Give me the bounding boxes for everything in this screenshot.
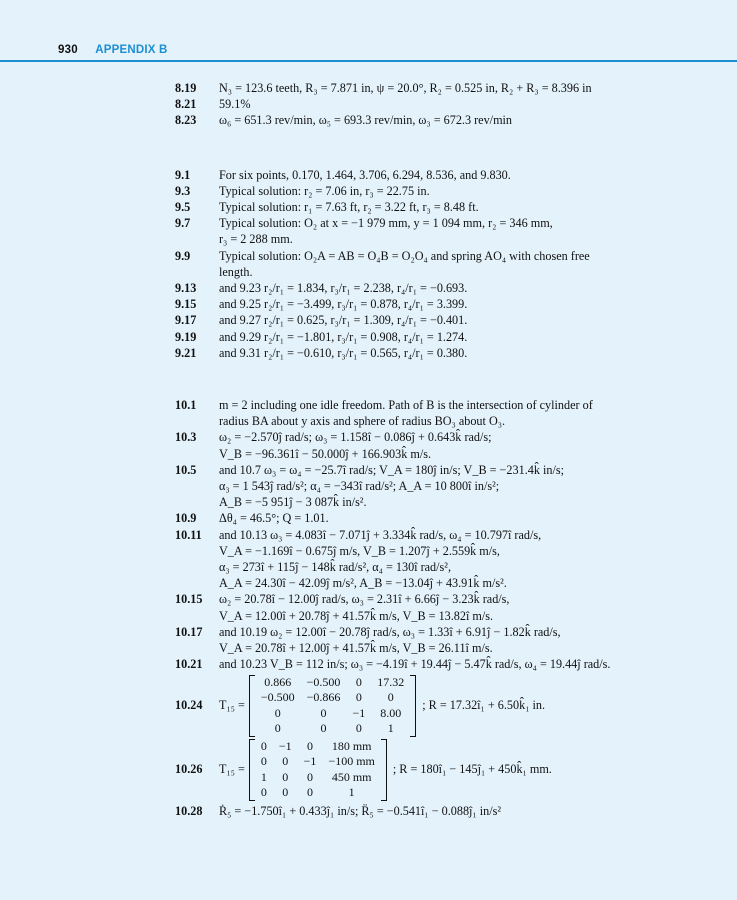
answer-text: V_A = 12.00î + 20.78ĵ + 41.57k̂ m/s, V_B = 13.82î m/s. xyxy=(219,608,494,623)
answer-row xyxy=(175,329,655,345)
answer-number: 10.3 xyxy=(175,430,197,445)
answer-row xyxy=(175,543,655,559)
matrix-label: T₁₅ = xyxy=(219,762,245,776)
answer-text: Typical solution: r₁ = 7.63 ft, r₂ = 3.22 ft, r₃ = 8.48 ft. xyxy=(219,200,479,215)
header-rule xyxy=(0,60,737,62)
matrix-cell: 0 xyxy=(307,738,314,753)
answer-text: Typical solution: O₂A = AB = O₄B = O₂O₄ and spring AO₄ with chosen free xyxy=(219,248,590,263)
answer-row xyxy=(175,231,655,247)
answer-row xyxy=(175,478,655,494)
matrix-cell: 0.866 xyxy=(264,674,292,689)
answer-text: V_A = −1.169î − 0.675ĵ m/s, V_B = 1.207ĵ + 2.559k̂ m/s, xyxy=(219,543,500,558)
matrix-cell: 0 xyxy=(307,785,314,799)
answer-text: ω₂ = 20.78î − 12.00ĵ rad/s, ω₃ = 2.31î + 6.66ĵ − 3.23k̂ rad/s, xyxy=(219,592,510,607)
matrix-row xyxy=(255,706,410,722)
answer-row xyxy=(175,446,655,462)
answer-text: and 9.27 r₂/r₁ = 0.625, r₃/r₁ = 1.309, r₄/r₁ = −0.401. xyxy=(219,313,468,328)
page-number: 930 xyxy=(58,44,78,56)
answer-text: length. xyxy=(219,264,253,279)
matrix-cell: 8.00 xyxy=(380,705,402,720)
matrix-cell: 17.32 xyxy=(377,674,405,689)
answer-number: 9.17 xyxy=(175,313,197,328)
answer-row xyxy=(175,167,655,183)
answer-text: and 10.13 ω₃ = 4.083î − 7.071ĵ + 3.334k̂ rad/s, ω₄ = 10.797î rad/s, xyxy=(219,527,542,542)
matrix-cell: 0 xyxy=(260,754,267,768)
answer-text: N₃ = 123.6 teeth, R₃ = 7.871 in, ψ = 20.0°, R₂ = 0.525 in, R₂ + R₃ = 8.396 in xyxy=(219,81,592,95)
answer-text: and 9.25 r₂/r₁ = −3.499, r₃/r₁ = 0.878, r₄/r₁ = 3.399. xyxy=(219,297,468,312)
matrix-cell: 0 xyxy=(282,785,289,799)
answer-10-28 xyxy=(175,803,655,819)
answers-list xyxy=(175,80,655,819)
answer-number: 10.21 xyxy=(175,657,203,672)
answer-number: 9.3 xyxy=(175,183,191,198)
answer-text: Ṙ₅ = −1.750î₁ + 0.433ĵ₁ in/s; R̈₅ = −0.541î₁ − 0.088ĵ₁ in/s² xyxy=(219,803,501,818)
answer-row xyxy=(175,559,655,575)
answer-text: radius BA about y axis and sphere of radius BO₃ about O₃. xyxy=(219,414,506,429)
answer-row xyxy=(175,429,655,445)
matrix-cell: 1 xyxy=(387,721,394,735)
answer-row xyxy=(175,591,655,607)
matrix-row xyxy=(255,739,381,755)
answer-number: 10.17 xyxy=(175,624,203,639)
answer-row xyxy=(175,510,655,526)
answers-chapter-10 xyxy=(175,397,655,672)
answer-text: α₃ = 1 543ĵ rad/s²; α₄ = −343î rad/s²; A_A = 10 800î in/s²; xyxy=(219,479,500,494)
matrix-cell: 0 xyxy=(274,721,281,735)
matrix-cell: −1 xyxy=(278,738,292,753)
matrix-cell: 0 xyxy=(355,674,362,689)
answer-number: 10.5 xyxy=(175,462,197,477)
matrix-row xyxy=(255,675,410,691)
answer-row xyxy=(175,413,655,429)
transform-matrix xyxy=(249,739,387,801)
answer-number: 9.1 xyxy=(175,167,191,182)
matrix-cell: 0 xyxy=(355,690,362,704)
matrix-cell: 0 xyxy=(282,769,289,784)
answer-text: and 9.31 r₂/r₁ = −0.610, r₃/r₁ = 0.565, r₄/r₁ = 0.380. xyxy=(219,345,468,360)
answer-number: 10.28 xyxy=(175,803,203,818)
answer-number: 10.9 xyxy=(175,511,197,526)
answer-row xyxy=(175,215,655,231)
matrix-cell: 0 xyxy=(320,705,327,720)
answer-row xyxy=(175,345,655,361)
answer-number: 8.23 xyxy=(175,113,197,128)
answer-number xyxy=(175,559,219,575)
answer-number: 9.13 xyxy=(175,281,197,296)
answer-row xyxy=(175,199,655,215)
answer-10-26 xyxy=(175,739,655,801)
matrix-row xyxy=(255,721,410,737)
answer-text: and 10.7 ω₃ = ω₄ = −25.7î rad/s; V_A = 180ĵ in/s; V_B = −231.4k̂ in/s; xyxy=(219,462,564,477)
answer-row xyxy=(175,183,655,199)
spacer xyxy=(175,129,655,167)
answer-row xyxy=(175,264,655,280)
answer-number xyxy=(175,446,219,462)
answer-row xyxy=(175,608,655,624)
answer-row xyxy=(175,397,655,413)
answer-row xyxy=(175,494,655,510)
answer-text: α₃ = 273î + 115ĵ − 148k̂ rad/s², α₄ = 130î rad/s², xyxy=(219,560,451,575)
answer-text: r₃ = 2 288 mm. xyxy=(219,232,293,247)
matrix-result: ; R = 180î₁ − 145ĵ₁ + 450k̂₁ mm. xyxy=(392,762,552,776)
answer-number: 10.26 xyxy=(175,762,203,776)
answer-text: ω₆ = 651.3 rev/min, ω₅ = 693.3 rev/min, ω₃ = 672.3 rev/min xyxy=(219,113,513,128)
answer-text: A_A = 24.30î − 42.09ĵ m/s², A_B = −13.04ĵ + 43.91k̂ m/s². xyxy=(219,576,507,591)
section-title: APPENDIX B xyxy=(95,44,168,56)
answers-chapter-9 xyxy=(175,167,655,361)
answer-text: V_B = −96.361î − 50.000ĵ + 166.903k̂ m/s. xyxy=(219,446,432,461)
matrix-cell: 0 xyxy=(387,690,394,704)
answer-text: and 9.23 r₂/r₁ = 1.834, r₃/r₁ = 2.238, r₄/r₁ = −0.693. xyxy=(219,281,468,296)
answer-number xyxy=(175,608,219,624)
answer-number: 9.5 xyxy=(175,200,191,215)
running-header xyxy=(58,44,168,56)
answer-number: 9.15 xyxy=(175,297,197,312)
answer-number: 10.1 xyxy=(175,398,197,413)
answer-row xyxy=(175,575,655,591)
answer-row xyxy=(175,624,655,640)
answer-number: 10.11 xyxy=(175,527,202,542)
answer-text: and 10.19 ω₂ = 12.00î − 20.78ĵ rad/s, ω₃ = 1.33î + 6.91ĵ − 1.82k̂ rad/s, xyxy=(219,624,561,639)
answer-text: V_A = 20.78î + 12.00ĵ + 41.57k̂ m/s, V_B = 26.11î m/s. xyxy=(219,641,493,656)
answer-row xyxy=(175,462,655,478)
matrix-cell: 450 mm xyxy=(331,769,372,784)
transform-matrix xyxy=(249,675,416,737)
matrix-row xyxy=(255,770,381,786)
matrix-cell: −0.866 xyxy=(306,690,341,704)
answer-text: and 10.23 V_B = 112 in/s; ω₃ = −4.19î + 19.44ĵ − 5.47k̂ rad/s, ω₄ = 19.44ĵ rad/s. xyxy=(219,657,611,672)
matrix-result: ; R = 17.32î₁ + 6.50k̂₁ in. xyxy=(422,698,546,712)
matrix-cell: 1 xyxy=(260,769,267,784)
answer-row xyxy=(175,656,655,672)
matrix-cell: −0.500 xyxy=(306,674,341,689)
answer-row xyxy=(175,296,655,312)
answer-text: Δθ₄ = 46.5°; Q = 1.01. xyxy=(219,511,329,526)
answer-number xyxy=(175,494,219,510)
answer-number: 9.19 xyxy=(175,329,197,344)
matrix-label: T₁₅ = xyxy=(219,698,245,712)
answer-text: For six points, 0.170, 1.464, 3.706, 6.294, 8.536, and 9.830. xyxy=(219,167,511,182)
answer-text: Typical solution: O₂ at x = −1 979 mm, y = 1 094 mm, r₂ = 346 mm, xyxy=(219,216,553,231)
answer-row xyxy=(175,527,655,543)
matrix-cell: 0 xyxy=(260,738,267,753)
matrix-cell: 0 xyxy=(274,705,281,720)
answer-number xyxy=(175,640,219,656)
answer-number: 8.21 xyxy=(175,97,197,112)
matrix-cell: 0 xyxy=(355,721,362,735)
matrix-cell: 0 xyxy=(282,754,289,768)
answer-number xyxy=(175,478,219,494)
answer-row xyxy=(175,96,655,112)
matrix-cell: 0 xyxy=(307,769,314,784)
answer-row xyxy=(175,248,655,264)
answer-number xyxy=(175,413,219,429)
answer-number xyxy=(175,231,219,247)
answer-number: 8.19 xyxy=(175,81,197,95)
answer-row xyxy=(175,280,655,296)
answer-number xyxy=(175,543,219,559)
spacer xyxy=(175,361,655,397)
answer-row xyxy=(175,640,655,656)
matrix-cell: 0 xyxy=(320,721,327,735)
matrix-cell: 0 xyxy=(260,785,267,799)
answer-number xyxy=(175,575,219,591)
answer-row xyxy=(175,112,655,128)
answer-text: ω₂ = −2.570ĵ rad/s; ω₃ = 1.158î − 0.086ĵ + 0.643k̂ rad/s; xyxy=(219,430,492,445)
answer-number: 9.21 xyxy=(175,345,197,360)
matrix-cell: −1 xyxy=(303,754,317,768)
answer-row xyxy=(175,80,655,96)
answer-text: m = 2 including one idle freedom. Path of B is the intersection of cylinder of xyxy=(219,398,593,413)
matrix-cell: −1 xyxy=(352,705,366,720)
answer-number: 9.7 xyxy=(175,216,191,231)
matrix-cell: 1 xyxy=(348,785,355,799)
answer-number xyxy=(175,264,219,280)
matrix-cell: −100 mm xyxy=(328,754,375,768)
answer-number: 10.24 xyxy=(175,698,203,712)
answer-text: 59.1% xyxy=(219,97,251,112)
answer-row xyxy=(175,312,655,328)
answer-number: 9.9 xyxy=(175,248,191,263)
answer-text: and 9.29 r₂/r₁ = −1.801, r₃/r₁ = 0.908, r₄/r₁ = 1.274. xyxy=(219,329,468,344)
matrix-row xyxy=(255,754,381,770)
matrix-row xyxy=(255,690,410,706)
answer-text: Typical solution: r₂ = 7.06 in, r₃ = 22.75 in. xyxy=(219,183,430,198)
answer-10-24 xyxy=(175,675,655,737)
matrix-row xyxy=(255,785,381,801)
answers-chapter-8 xyxy=(175,80,655,129)
matrix-cell: −0.500 xyxy=(260,690,295,704)
answer-text: A_B = −5 951ĵ − 3 087k̂ in/s². xyxy=(219,495,367,510)
answer-number: 10.15 xyxy=(175,592,203,607)
matrix-cell: 180 mm xyxy=(331,738,372,753)
